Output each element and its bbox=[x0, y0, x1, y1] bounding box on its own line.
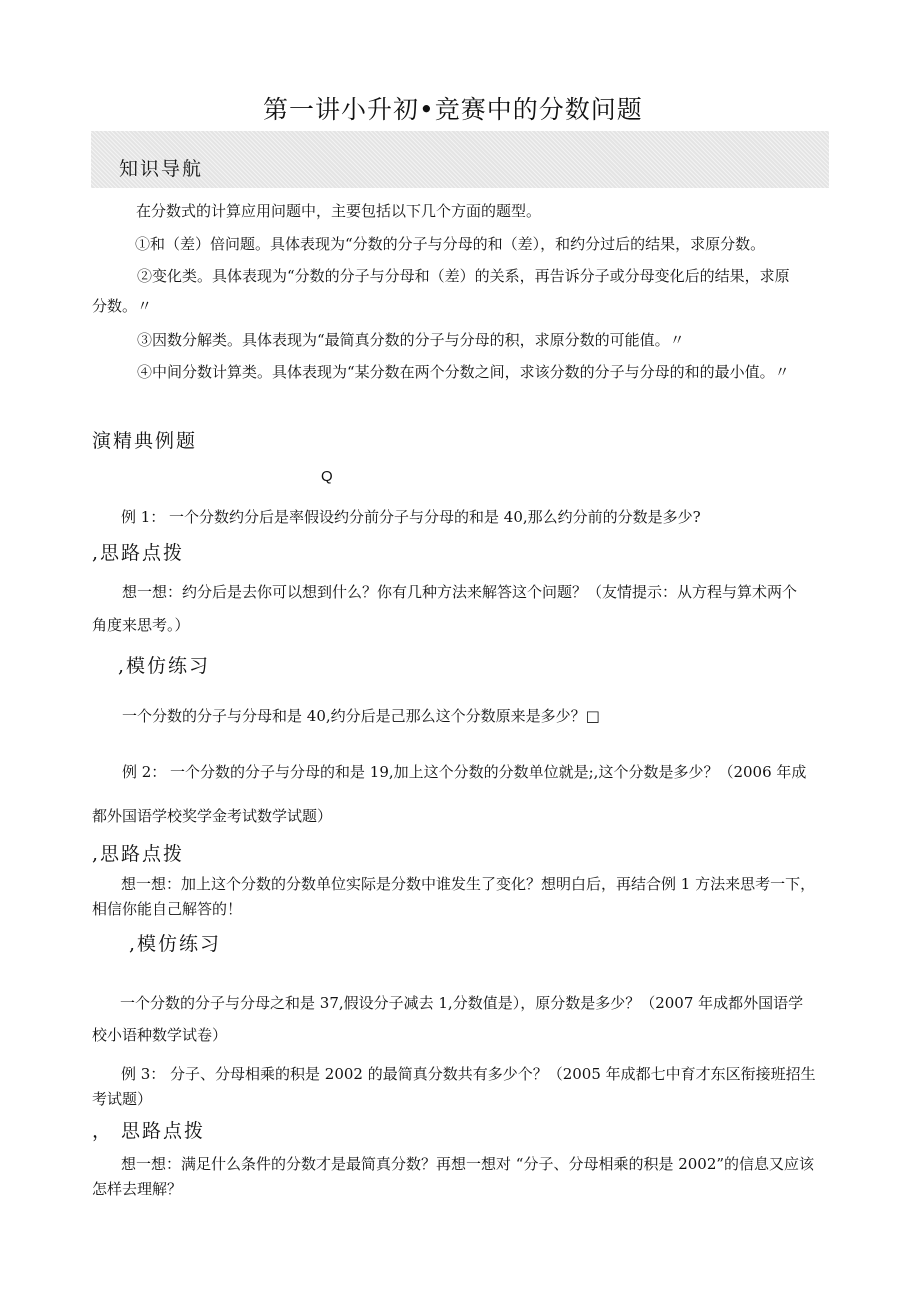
example-2-question-line-1: 一个分数的分子与分母的和是 19,加上这个分数的分数单位就是;,这个分数是多少？（2006 年成 bbox=[170, 763, 807, 781]
example-1-question: 一个分数约分后是率假设约分前分子与分母的和是 40,那么约分前的分数是多少? bbox=[169, 508, 701, 526]
knowledge-heading: 知识导航 bbox=[119, 158, 204, 180]
example-3-hint-heading: ， 思路点拨 bbox=[92, 1120, 206, 1142]
example-1-practice-heading: ,模仿练习 bbox=[118, 655, 211, 677]
knowledge-item-3: ③因数分解类。具体表现为“最简真分数的分子与分母的积，求原分数的可能值。〃 bbox=[137, 331, 685, 349]
knowledge-item-2-line-2: 分数。〃 bbox=[92, 297, 153, 315]
example-1-hint-line-2: 角度来思考。） bbox=[92, 616, 190, 634]
stray-character: Q bbox=[321, 468, 333, 485]
knowledge-item-4: ④中间分数计算类。具体表现为“某分数在两个分数之间，求该分数的分子与分母的和的最小值。〃 bbox=[137, 363, 790, 381]
knowledge-item-2-line-1: ②变化类。具体表现为“分数的分子与分母和（差）的关系，再告诉分子或分母变化后的结果，求原 bbox=[137, 267, 790, 285]
example-3-question-line-2: 考试题） bbox=[92, 1090, 153, 1108]
example-1-practice: 一个分数的分子与分母和是 40,约分后是己那么这个分数原来是多少？□ bbox=[122, 707, 600, 725]
example-2-practice-heading: ,模仿练习 bbox=[129, 933, 222, 955]
page-title: 第一讲小升初•竞赛中的分数问题 bbox=[263, 95, 643, 124]
example-3-label: 例 3： bbox=[121, 1065, 166, 1083]
example-1-label: 例 1： bbox=[121, 508, 166, 526]
example-2-practice-line-1: 一个分数的分子与分母之和是 37,假设分子减去 1,分数值是），原分数是多少？（2007 年成都外国语学 bbox=[120, 994, 804, 1012]
example-3-hint-line-2: 怎样去理解？ bbox=[92, 1180, 183, 1198]
example-2-hint-line-1: 想一想：加上这个分数的分数单位实际是分数中谁发生了变化？想明白后，再结合例 1 方法来思考一下， bbox=[121, 875, 816, 893]
example-2-hint-line-2: 相信你能自己解答的！ bbox=[92, 900, 243, 918]
example-3-question-line-1: 分子、分母相乘的积是 2002 的最简真分数共有多少个？（2005 年成都七中育才东区衔接班招生 bbox=[170, 1065, 816, 1083]
knowledge-item-1: ①和（差）倍问题。具体表现为“分数的分子与分母的和（差），和约分过后的结果，求原分数。 bbox=[135, 235, 766, 253]
example-1-hint-heading: ,思路点拨 bbox=[92, 542, 185, 564]
example-1-hint-line-1: 想一想：约分后是去你可以想到什么？你有几种方法来解答这个问题？（友情提示：从方程与算术两个 bbox=[122, 583, 798, 601]
example-2-practice-line-2: 校小语种数学试卷） bbox=[92, 1026, 228, 1044]
example-2-hint-heading: ,思路点拨 bbox=[92, 843, 185, 865]
examples-heading: 演精典例题 bbox=[92, 430, 198, 452]
example-2-question-line-2: 都外国语学校奖学金考试数学试题） bbox=[92, 807, 333, 825]
example-3-hint-line-1: 想一想：满足什么条件的分数才是最简真分数？再想一想对 “分子、分母相乘的积是 2002”的信息又应该 bbox=[121, 1155, 815, 1173]
example-2-label: 例 2： bbox=[122, 763, 167, 781]
knowledge-intro: 在分数式的计算应用问题中，主要包括以下几个方面的题型。 bbox=[136, 202, 542, 220]
